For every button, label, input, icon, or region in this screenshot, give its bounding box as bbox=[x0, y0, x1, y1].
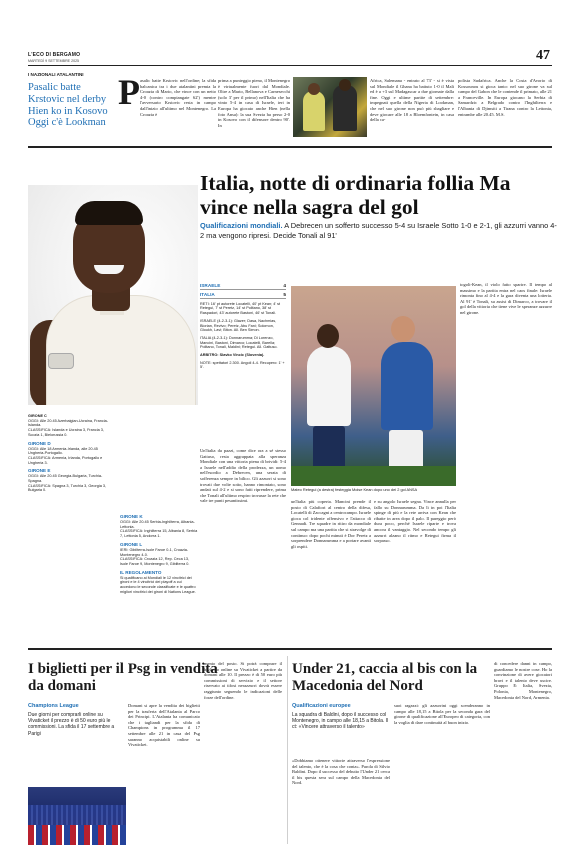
masthead: L'ECO DI BERGAMO bbox=[28, 52, 81, 58]
issue-date: MARTEDÌ 9 SETTEMBRE 2025 bbox=[28, 59, 80, 63]
main-col-d: togoli-Kean, il violo fatto sparire. Il tempo al massimo e la partita entra nel caos finale: Israele rimonta fino al 4-4 e la gara diventa una lotteria. Al 91' è Tonali, su assist di Dimarco, a trovare il gol della vittoria che tiene vive le speranze azzurre nel girone. bbox=[460, 282, 552, 315]
group-d-standing: CLASSIFICA: Armenia, Irlanda, Portogallo e Ungheria 3. bbox=[28, 455, 103, 465]
group-l-title: GIRONE L bbox=[120, 541, 143, 547]
team-name: ISRAELE bbox=[200, 283, 221, 289]
team-goals: 5 bbox=[283, 291, 286, 297]
psg-body-1: Domani si apre la vendita dei biglietti per la trasferta dell'Atalanta al Parco dei Principi. L'Atalanta ha comunicato che i tagliandi per la sfida di Champions in programma il 17 settembre alle 21 in casa del Psg saranno acquistabili online su Vivaticket. bbox=[128, 703, 200, 748]
score-table bbox=[200, 282, 286, 370]
hien-photo bbox=[293, 77, 367, 137]
column-divider bbox=[287, 656, 288, 844]
results-box bbox=[28, 414, 258, 630]
atalantini-col4: polista Sudafrica. Anche la Costa d'Avorio di Kossounou si gioca tanto: nel suo girone va sul campo del Gabon che le contende il primato, alle 21 a Franceville. In Europa giocano la Serbia di Samardzic a Belgrado contro l'Inghilterra e l'Albania di Djimsiti a Tirana contro la Lettonia, entrambe alle 20.45. M.S. bbox=[458, 78, 552, 117]
group-c-standing: CLASSIFICA: Islanda e Ucraina 3, Francia 3, Scozia 1, Bielorussia 0. bbox=[28, 428, 104, 437]
header-rule bbox=[28, 65, 552, 66]
psg-headline: I biglietti per il Psg in vendita da domani bbox=[28, 661, 218, 694]
group-e-title: GIRONE E bbox=[28, 468, 51, 474]
page-number: 47 bbox=[536, 48, 550, 63]
u21-body-1: «Dobbiamo ottenere vittorie attraverso l'espressione del talento, che è la cosa che conta». Parola di Silvio Baldini. Dopo il successo del debutto l'Under 21 cerca il bis questa sera sul campo della Macedonia del Nord. bbox=[292, 758, 390, 786]
group-e-today: OGGI: Alle 20.45 Georgia-Bulgaria, Turchia-Spagna. bbox=[28, 474, 103, 484]
subhead-text: A Debrecen un sofferto successo 5-4 su Israele Sotto 1-0 e 2-1, gli azzurri vanno 4-2 ma vengono ripresi. Decide Tonali al 91' bbox=[200, 221, 557, 240]
goals-line: RETI: 16' pt autorete Locatelli, 40' pt Kean; 4' st Retegui, 7' st Peretz, 14' st Politano, 38' st Raspadori, 43' autorete Bastoni, 46' st Tonali. bbox=[200, 301, 281, 316]
u21-deck: La squadra di Baldini, dopo il successo col Montenegro, in campo alle 18,15 a Bitola. Il ct: «Vincere attraverso il talento» bbox=[292, 712, 389, 731]
main-col-a: Un'Italia da pazzi, come dice ora a sé stesso Gattuso, resta aggrappata alla speranza Mondiale con una vittoria piena di brividi: 5-4 a Israele nell'addio della prodezza, un uomo nell'esordio a Debrecen, una serata di sofferenza sempre in bilico. Gli azzurri si sono trovati due volte sotto, hanno rimontato, sono andati sul 4-2 e si sono fatti riprendere, prima che Tonali all'ultimo respiro trovasse la rete che vale tre punti pesantissimi. bbox=[200, 448, 286, 504]
group-c-today: OGGI: Alle 20.45 Azerbaigian-Ucraina, Francia-Islanda. bbox=[28, 418, 108, 428]
main-subhead bbox=[200, 221, 560, 240]
group-c-title: GIRONE C bbox=[28, 414, 47, 418]
regulation-title: IL REGOLAMENTO bbox=[120, 569, 162, 575]
psg-kicker: Champions League bbox=[28, 703, 79, 709]
u21-headline: Under 21, caccia al bis con la Macedonia del Nord bbox=[292, 661, 478, 694]
referee: ARBITRO: Slavko Vincic (Slovenia). bbox=[200, 353, 265, 358]
atalantini-kicker: I NAZIONALI ATALANTINI bbox=[28, 72, 84, 77]
bottom-section-rule bbox=[28, 648, 552, 650]
main-headline: Italia, notte di ordinaria follia Ma vince nella sagra del gol bbox=[200, 171, 511, 219]
match-notes: NOTE: spettatori 2.300. Angoli 4-4. Recupero: 1' + 5'. bbox=[200, 360, 285, 370]
score-row-italia bbox=[200, 290, 286, 298]
atalantini-col3: Africa, Salemana - entrato al 73' - si è vista sul Mondiale il Ghana ha battuto 1-0 il Mali ed è a +3 sul Madagascar a due giornate dalla fine. Oggi e ultime partite di settembre: impegnati quella della Nigeria di Lookman, che nel suo girone non può più sbagliare e deve giocare alle 18 a Bloemfontein, in casa della ca- bbox=[370, 78, 454, 123]
subhead-lead: Qualificazioni mondiali. bbox=[200, 221, 283, 230]
group-k-today: OGGI: Alle 20.45 Serbia-Inghilterra, Albania-Lettonia. bbox=[120, 520, 195, 529]
group-d-today: OGGI: Alle 18 Armenia-Irlanda, alle 20.45 Ungheria-Portogallo. bbox=[28, 446, 98, 456]
group-l-results: IERI: Gibilterra-Isole Faroe 0-1, Croazia-Montenegro 4-0. bbox=[120, 547, 189, 557]
team-name: ITALIA bbox=[200, 291, 215, 297]
team-goals: 4 bbox=[283, 283, 286, 289]
dropcap: P bbox=[118, 72, 140, 112]
israele-lineup: ISRAELE (4-2-3-1): Glazer; Dasa, Nachmias, Blorian, Revivo; Peretz, Abu Fani; Solomon, Gloukh, Lavi; Biton. All. Ben Simon. bbox=[200, 318, 277, 333]
psg-body-2: mento del posto. Si potrà comprare il biglietto online su Vivaticket a partire da domani alle 10. Il prezzo è di 50 euro più commissioni di servizio e il settore riservato ai tifosi nerazzurri dovrà essere raggiunto seguendo le indicazioni delle forze dell'ordine. bbox=[204, 661, 282, 700]
player-portrait bbox=[28, 185, 198, 405]
atalantini-col2: prima a punteggio pieno, il Montenegro è virtualmente fuori dal Mondiale. Oltre a Mario, Bellanova e Carnesecchi (solo 3' per il primo) nell'Italia che ha vinto 5-4 in casa di Israele, ieri in Europa ha giocato anche Hien (nella foto Ansa): la sua Svezia ha perso 2-0 in Kosovo con il difensore dentro 90'. In bbox=[218, 78, 290, 128]
psg-deck: Due giorni per comprarli online su Vivaticket il prezzo è di 50 euro più le commissioni. La sfida il 17 settembre a Parigi bbox=[28, 712, 115, 737]
main-col-b: un'Italia più coperta. Mancini prende il posto di Calafiori al centro della difesa, Locatelli di Zaccagni a centrocampo. Israele gioca col tridente offensivo e l'attacco di Gennadi. Tre squadre in ritiro da mondiale sul campo ma una partita che si stravolge di continuo: dopo pochi minuti è Dor Peretz a sorprendere Donnarumma e a portare avanti gli ospiti. bbox=[291, 499, 371, 549]
match-photo bbox=[291, 286, 456, 486]
fans-photo bbox=[28, 787, 126, 845]
regulation-text: Si qualificano ai Mondiali le 12 vincitrici dei gironi e le 4 vincitrici dei playoff a cui accedono le seconde classificate e le quattro migliori vincitrici dei gironi di Nations League. bbox=[120, 575, 196, 594]
score-row-israele bbox=[200, 282, 286, 290]
main-col-c: e su angolo Israele segna. Vince annulla per fallo su Donnarumma. Da lì in poi l'Italia spinge di più e la rete arriva con Kean che ribatte in area dopo il palo. Il pareggio però dura poco, perché Israele riparte e trova ancora il vantaggio. Nel secondo tempo gli azzurri alzano il ritmo e Retegui firma il sorpasso. bbox=[374, 499, 456, 544]
u21-kicker: Qualificazioni europee bbox=[292, 703, 351, 709]
group-d-title: GIRONE D bbox=[28, 440, 51, 446]
u21-body-3: di concedere danni in campo, guardiamo le nostre cose. Ho la convinzione di avere giocatori bravi e il talento deve uscire. Gruppo E: Italia, Svezia, Polonia, Montenegro, Macedonia del Nord, Armenia. bbox=[494, 661, 552, 700]
atalantini-col1: asalic batte Krstovic nell'ordine; la sfida balcanica tra i due atalantini premia la Croazia di Mario, che vince con un netto 4-0 (contro compiangate 62') mentre l'avversario Krstovic resta in campo dall'inizio all'ultimo nel Montenegro. La Croazia è bbox=[140, 78, 216, 117]
group-l-standing: CLASSIFICA: Croazia 12, Rep. Ceca 13, Isole Faroe 9, Montenegro 9, Gibilterra 0. bbox=[120, 557, 190, 566]
italia-lineup: ITALIA (4-2-3-1): Donnarumma; Di Lorenzo, Mancini, Bastoni, Dimarco; Locatelli, Barella; Politano, Tonali, Maldini; Retegui. All. Gattuso. bbox=[200, 335, 278, 350]
section-rule bbox=[28, 146, 552, 148]
u21-body-2: suoi ragazzi: gli azzurrini oggi scenderanno in campo alle 18,15 a Bitola per la seconda gara del girone di qualificazione all'Europeo di categoria, con la voglia di dare continuità al buon inizio. bbox=[394, 703, 490, 725]
atalantini-headline: Pasalic batte Krstovic nel derby Hien ko in Kosovo Oggi c'è Lookman bbox=[28, 82, 108, 129]
group-k-title: GIRONE K bbox=[120, 514, 143, 519]
photo-caption: Mateo Retegui (a destra) festeggia Moise Kean dopo uno dei 2 gol ANSA bbox=[291, 487, 418, 492]
group-e-standing: CLASSIFICA: Spagna 3, Turchia 3, Georgia 3, Bulgaria 0. bbox=[28, 483, 107, 493]
group-k-standing: CLASSIFICA: Inghilterra 15, Albania 8, Serbia 7, Lettonia 5, Andorra 1. bbox=[120, 529, 198, 539]
